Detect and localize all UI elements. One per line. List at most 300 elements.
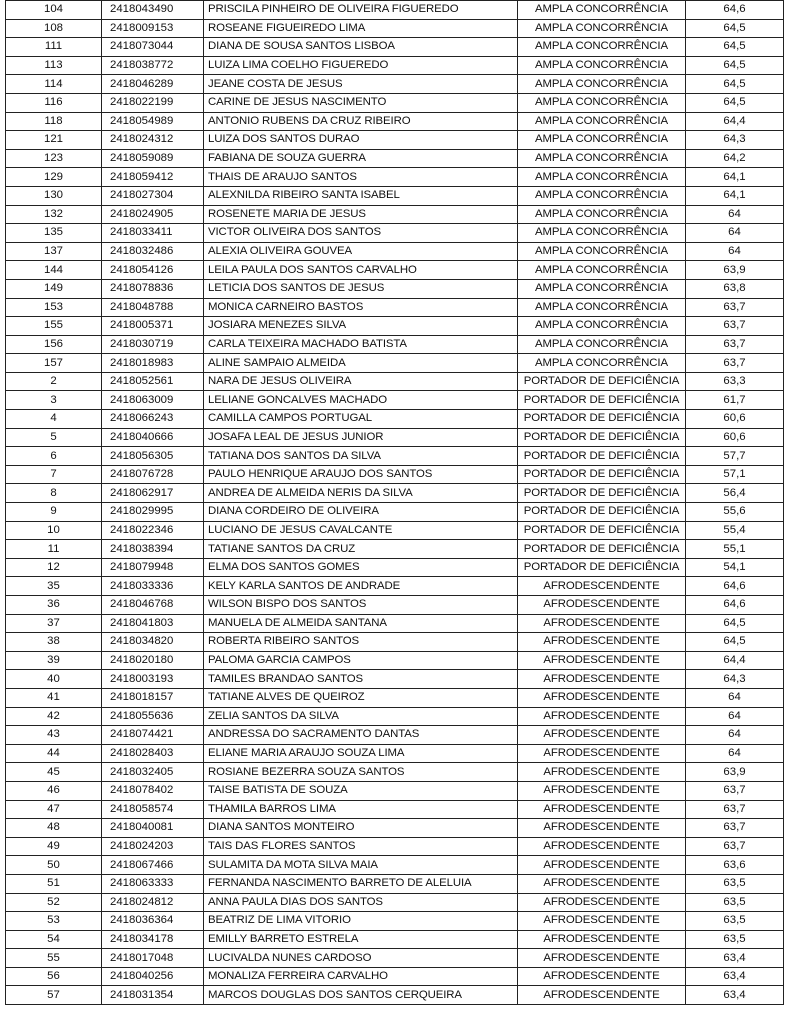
score-cell: 63,7 — [686, 298, 784, 317]
registration-cell: 2418033336 — [102, 577, 204, 596]
position-cell: 8 — [6, 484, 102, 503]
candidate-name-cell: ELIANE MARIA ARAUJO SOUZA LIMA — [204, 744, 518, 763]
table-row — [6, 168, 784, 187]
candidate-name-cell: ROSEANE FIGUEIREDO LIMA — [204, 19, 518, 38]
category-cell: AFRODESCENDENTE — [518, 763, 686, 782]
registration-cell: 2418078402 — [102, 781, 204, 800]
category-cell: AFRODESCENDENTE — [518, 633, 686, 652]
candidate-name-cell: DIANA DE SOUSA SANTOS LISBOA — [204, 38, 518, 57]
registration-cell: 2418058574 — [102, 800, 204, 819]
position-cell: 11 — [6, 540, 102, 559]
position-cell: 10 — [6, 521, 102, 540]
score-cell: 63,7 — [686, 354, 784, 373]
candidate-name-cell: ALEXIA OLIVEIRA GOUVEA — [204, 242, 518, 261]
table-row — [6, 391, 784, 410]
score-cell: 55,4 — [686, 521, 784, 540]
position-cell: 36 — [6, 596, 102, 615]
registration-cell: 2418062917 — [102, 484, 204, 503]
position-cell: 7 — [6, 465, 102, 484]
table-row — [6, 800, 784, 819]
position-cell: 123 — [6, 149, 102, 168]
score-cell: 63,9 — [686, 261, 784, 280]
position-cell: 153 — [6, 298, 102, 317]
score-cell: 64 — [686, 688, 784, 707]
registration-cell: 2418048788 — [102, 298, 204, 317]
score-cell: 64,3 — [686, 670, 784, 689]
score-cell: 64,4 — [686, 651, 784, 670]
position-cell: 53 — [6, 912, 102, 931]
position-cell: 44 — [6, 744, 102, 763]
table-row — [6, 19, 784, 38]
position-cell: 37 — [6, 614, 102, 633]
category-cell: AMPLA CONCORRÊNCIA — [518, 186, 686, 205]
category-cell: AFRODESCENDENTE — [518, 670, 686, 689]
table-row — [6, 633, 784, 652]
category-cell: AMPLA CONCORRÊNCIA — [518, 261, 686, 280]
score-cell: 64,5 — [686, 75, 784, 94]
table-row — [6, 707, 784, 726]
position-cell: 144 — [6, 261, 102, 280]
position-cell: 45 — [6, 763, 102, 782]
table-row — [6, 986, 784, 1005]
candidate-name-cell: PALOMA GARCIA CAMPOS — [204, 651, 518, 670]
table-row — [6, 837, 784, 856]
position-cell: 116 — [6, 93, 102, 112]
registration-cell: 2418040256 — [102, 967, 204, 986]
registration-cell: 2418059089 — [102, 149, 204, 168]
position-cell: 49 — [6, 837, 102, 856]
candidate-name-cell: ZELIA SANTOS DA SILVA — [204, 707, 518, 726]
position-cell: 56 — [6, 967, 102, 986]
table-row — [6, 540, 784, 559]
table-row — [6, 874, 784, 893]
position-cell: 5 — [6, 428, 102, 447]
table-row — [6, 596, 784, 615]
position-cell: 42 — [6, 707, 102, 726]
score-cell: 64 — [686, 242, 784, 261]
registration-cell: 2418038394 — [102, 540, 204, 559]
candidate-name-cell: LUIZA DOS SANTOS DURAO — [204, 131, 518, 150]
category-cell: PORTADOR DE DEFICIÊNCIA — [518, 428, 686, 447]
category-cell: AFRODESCENDENTE — [518, 949, 686, 968]
score-cell: 64 — [686, 707, 784, 726]
candidate-name-cell: LETICIA DOS SANTOS DE JESUS — [204, 279, 518, 298]
category-cell: PORTADOR DE DEFICIÊNCIA — [518, 465, 686, 484]
category-cell: PORTADOR DE DEFICIÊNCIA — [518, 410, 686, 429]
score-cell: 64,2 — [686, 149, 784, 168]
candidate-name-cell: ROBERTA RIBEIRO SANTOS — [204, 633, 518, 652]
position-cell: 6 — [6, 447, 102, 466]
table-row — [6, 1, 784, 20]
registration-cell: 2418046289 — [102, 75, 204, 94]
candidate-name-cell: ANNA PAULA DIAS DOS SANTOS — [204, 893, 518, 912]
score-cell: 64,5 — [686, 56, 784, 75]
table-row — [6, 670, 784, 689]
table-row — [6, 484, 784, 503]
score-cell: 63,4 — [686, 949, 784, 968]
position-cell: 55 — [6, 949, 102, 968]
position-cell: 129 — [6, 168, 102, 187]
category-cell: AMPLA CONCORRÊNCIA — [518, 279, 686, 298]
score-cell: 63,7 — [686, 800, 784, 819]
table-row — [6, 38, 784, 57]
candidate-name-cell: ROSENETE MARIA DE JESUS — [204, 205, 518, 224]
table-row — [6, 131, 784, 150]
registration-cell: 2418066243 — [102, 410, 204, 429]
position-cell: 51 — [6, 874, 102, 893]
score-cell: 64,5 — [686, 93, 784, 112]
score-cell: 64 — [686, 224, 784, 243]
position-cell: 156 — [6, 335, 102, 354]
registration-cell: 2418043490 — [102, 1, 204, 20]
category-cell: AMPLA CONCORRÊNCIA — [518, 56, 686, 75]
score-cell: 63,7 — [686, 819, 784, 838]
candidate-name-cell: LUCIANO DE JESUS CAVALCANTE — [204, 521, 518, 540]
candidate-name-cell: JOSAFA LEAL DE JESUS JUNIOR — [204, 428, 518, 447]
position-cell: 111 — [6, 38, 102, 57]
table-row — [6, 317, 784, 336]
position-cell: 130 — [6, 186, 102, 205]
category-cell: AMPLA CONCORRÊNCIA — [518, 168, 686, 187]
candidate-name-cell: DIANA SANTOS MONTEIRO — [204, 819, 518, 838]
position-cell: 9 — [6, 503, 102, 522]
score-cell: 63,3 — [686, 372, 784, 391]
position-cell: 155 — [6, 317, 102, 336]
table-row — [6, 856, 784, 875]
candidate-name-cell: CAMILLA CAMPOS PORTUGAL — [204, 410, 518, 429]
table-row — [6, 465, 784, 484]
registration-cell: 2418032486 — [102, 242, 204, 261]
candidate-name-cell: ALINE SAMPAIO ALMEIDA — [204, 354, 518, 373]
candidate-name-cell: MARCOS DOUGLAS DOS SANTOS CERQUEIRA — [204, 986, 518, 1005]
candidate-name-cell: KELY KARLA SANTOS DE ANDRADE — [204, 577, 518, 596]
score-cell: 63,5 — [686, 912, 784, 931]
candidate-name-cell: TATIANE ALVES DE QUEIROZ — [204, 688, 518, 707]
category-cell: AFRODESCENDENTE — [518, 577, 686, 596]
registration-cell: 2418074421 — [102, 726, 204, 745]
registration-cell: 2418054989 — [102, 112, 204, 131]
registration-cell: 2418018157 — [102, 688, 204, 707]
score-cell: 63,6 — [686, 856, 784, 875]
registration-cell: 2418034820 — [102, 633, 204, 652]
candidate-name-cell: FERNANDA NASCIMENTO BARRETO DE ALELUIA — [204, 874, 518, 893]
category-cell: PORTADOR DE DEFICIÊNCIA — [518, 372, 686, 391]
candidate-name-cell: ALEXNILDA RIBEIRO SANTA ISABEL — [204, 186, 518, 205]
candidate-name-cell: TAIS DAS FLORES SANTOS — [204, 837, 518, 856]
candidate-name-cell: LUIZA LIMA COELHO FIGUEREDO — [204, 56, 518, 75]
score-cell: 63,8 — [686, 279, 784, 298]
category-cell: AMPLA CONCORRÊNCIA — [518, 335, 686, 354]
category-cell: AFRODESCENDENTE — [518, 837, 686, 856]
category-cell: AMPLA CONCORRÊNCIA — [518, 298, 686, 317]
score-cell: 64 — [686, 726, 784, 745]
position-cell: 47 — [6, 800, 102, 819]
registration-cell: 2418022199 — [102, 93, 204, 112]
table-row — [6, 949, 784, 968]
score-cell: 64,5 — [686, 19, 784, 38]
category-cell: PORTADOR DE DEFICIÊNCIA — [518, 503, 686, 522]
results-table — [5, 0, 784, 1005]
category-cell: AFRODESCENDENTE — [518, 819, 686, 838]
registration-cell: 2418078836 — [102, 279, 204, 298]
score-cell: 64,3 — [686, 131, 784, 150]
registration-cell: 2418036364 — [102, 912, 204, 931]
registration-cell: 2418046768 — [102, 596, 204, 615]
score-cell: 64,5 — [686, 633, 784, 652]
table-row — [6, 521, 784, 540]
position-cell: 108 — [6, 19, 102, 38]
registration-cell: 2418054126 — [102, 261, 204, 280]
candidate-name-cell: LELIANE GONCALVES MACHADO — [204, 391, 518, 410]
table-row — [6, 893, 784, 912]
score-cell: 63,7 — [686, 781, 784, 800]
position-cell: 132 — [6, 205, 102, 224]
position-cell: 149 — [6, 279, 102, 298]
table-row — [6, 112, 784, 131]
candidate-name-cell: TATIANE SANTOS DA CRUZ — [204, 540, 518, 559]
table-row — [6, 298, 784, 317]
score-cell: 55,6 — [686, 503, 784, 522]
position-cell: 46 — [6, 781, 102, 800]
table-row — [6, 651, 784, 670]
score-cell: 63,7 — [686, 837, 784, 856]
registration-cell: 2418028403 — [102, 744, 204, 763]
registration-cell: 2418005371 — [102, 317, 204, 336]
candidate-name-cell: JEANE COSTA DE JESUS — [204, 75, 518, 94]
candidate-name-cell: TATIANA DOS SANTOS DA SILVA — [204, 447, 518, 466]
score-cell: 64,4 — [686, 112, 784, 131]
score-cell: 63,7 — [686, 317, 784, 336]
candidate-name-cell: PRISCILA PINHEIRO DE OLIVEIRA FIGUEREDO — [204, 1, 518, 20]
score-cell: 64 — [686, 205, 784, 224]
position-cell: 52 — [6, 893, 102, 912]
score-cell: 57,7 — [686, 447, 784, 466]
table-row — [6, 428, 784, 447]
table-row — [6, 279, 784, 298]
table-row — [6, 744, 784, 763]
registration-cell: 2418027304 — [102, 186, 204, 205]
category-cell: AMPLA CONCORRÊNCIA — [518, 224, 686, 243]
category-cell: AFRODESCENDENTE — [518, 726, 686, 745]
registration-cell: 2418022346 — [102, 521, 204, 540]
category-cell: AFRODESCENDENTE — [518, 651, 686, 670]
registration-cell: 2418029995 — [102, 503, 204, 522]
table-row — [6, 558, 784, 577]
position-cell: 40 — [6, 670, 102, 689]
table-row — [6, 781, 784, 800]
category-cell: AFRODESCENDENTE — [518, 893, 686, 912]
category-cell: AFRODESCENDENTE — [518, 688, 686, 707]
candidate-name-cell: DIANA CORDEIRO DE OLIVEIRA — [204, 503, 518, 522]
position-cell: 113 — [6, 56, 102, 75]
candidate-name-cell: LEILA PAULA DOS SANTOS CARVALHO — [204, 261, 518, 280]
position-cell: 157 — [6, 354, 102, 373]
position-cell: 135 — [6, 224, 102, 243]
category-cell: AFRODESCENDENTE — [518, 874, 686, 893]
registration-cell: 2418063009 — [102, 391, 204, 410]
category-cell: AMPLA CONCORRÊNCIA — [518, 317, 686, 336]
position-cell: 38 — [6, 633, 102, 652]
position-cell: 104 — [6, 1, 102, 20]
candidate-name-cell: SULAMITA DA MOTA SILVA MAIA — [204, 856, 518, 875]
registration-cell: 2418018983 — [102, 354, 204, 373]
table-row — [6, 614, 784, 633]
registration-cell: 2418040666 — [102, 428, 204, 447]
registration-cell: 2418079948 — [102, 558, 204, 577]
score-cell: 64,5 — [686, 38, 784, 57]
registration-cell: 2418076728 — [102, 465, 204, 484]
registration-cell: 2418032405 — [102, 763, 204, 782]
score-cell: 54,1 — [686, 558, 784, 577]
registration-cell: 2418031354 — [102, 986, 204, 1005]
table-row — [6, 763, 784, 782]
score-cell: 60,6 — [686, 428, 784, 447]
position-cell: 35 — [6, 577, 102, 596]
position-cell: 2 — [6, 372, 102, 391]
score-cell: 64,5 — [686, 614, 784, 633]
registration-cell: 2418041803 — [102, 614, 204, 633]
registration-cell: 2418059412 — [102, 168, 204, 187]
category-cell: AMPLA CONCORRÊNCIA — [518, 149, 686, 168]
position-cell: 3 — [6, 391, 102, 410]
registration-cell: 2418009153 — [102, 19, 204, 38]
score-cell: 64,6 — [686, 577, 784, 596]
category-cell: PORTADOR DE DEFICIÊNCIA — [518, 540, 686, 559]
position-cell: 48 — [6, 819, 102, 838]
registration-cell: 2418063333 — [102, 874, 204, 893]
category-cell: AMPLA CONCORRÊNCIA — [518, 1, 686, 20]
position-cell: 50 — [6, 856, 102, 875]
table-row — [6, 261, 784, 280]
category-cell: AFRODESCENDENTE — [518, 614, 686, 633]
score-cell: 64 — [686, 744, 784, 763]
category-cell: AMPLA CONCORRÊNCIA — [518, 131, 686, 150]
registration-cell: 2418030719 — [102, 335, 204, 354]
registration-cell: 2418038772 — [102, 56, 204, 75]
category-cell: AMPLA CONCORRÊNCIA — [518, 93, 686, 112]
table-row — [6, 819, 784, 838]
candidate-name-cell: JOSIARA MENEZES SILVA — [204, 317, 518, 336]
score-cell: 55,1 — [686, 540, 784, 559]
category-cell: AFRODESCENDENTE — [518, 744, 686, 763]
score-cell: 60,6 — [686, 410, 784, 429]
candidate-name-cell: LUCIVALDA NUNES CARDOSO — [204, 949, 518, 968]
category-cell: AMPLA CONCORRÊNCIA — [518, 242, 686, 261]
candidate-name-cell: ANDREA DE ALMEIDA NERIS DA SILVA — [204, 484, 518, 503]
candidate-name-cell: ANTONIO RUBENS DA CRUZ RIBEIRO — [204, 112, 518, 131]
table-row — [6, 577, 784, 596]
table-row — [6, 242, 784, 261]
table-row — [6, 503, 784, 522]
candidate-name-cell: BEATRIZ DE LIMA VITORIO — [204, 912, 518, 931]
candidate-name-cell: THAMILA BARROS LIMA — [204, 800, 518, 819]
candidate-name-cell: PAULO HENRIQUE ARAUJO DOS SANTOS — [204, 465, 518, 484]
category-cell: PORTADOR DE DEFICIÊNCIA — [518, 558, 686, 577]
table-row — [6, 205, 784, 224]
category-cell: AFRODESCENDENTE — [518, 800, 686, 819]
candidate-name-cell: TAMILES BRANDAO SANTOS — [204, 670, 518, 689]
score-cell: 64,1 — [686, 168, 784, 187]
candidate-name-cell: MONALIZA FERREIRA CARVALHO — [204, 967, 518, 986]
table-row — [6, 967, 784, 986]
candidate-name-cell: FABIANA DE SOUZA GUERRA — [204, 149, 518, 168]
table-row — [6, 224, 784, 243]
score-cell: 57,1 — [686, 465, 784, 484]
category-cell: AFRODESCENDENTE — [518, 781, 686, 800]
table-row — [6, 447, 784, 466]
registration-cell: 2418024203 — [102, 837, 204, 856]
candidate-name-cell: WILSON BISPO DOS SANTOS — [204, 596, 518, 615]
score-cell: 63,7 — [686, 335, 784, 354]
position-cell: 57 — [6, 986, 102, 1005]
registration-cell: 2418073044 — [102, 38, 204, 57]
position-cell: 4 — [6, 410, 102, 429]
registration-cell: 2418056305 — [102, 447, 204, 466]
candidate-name-cell: CARLA TEIXEIRA MACHADO BATISTA — [204, 335, 518, 354]
candidate-name-cell: VICTOR OLIVEIRA DOS SANTOS — [204, 224, 518, 243]
table-row — [6, 149, 784, 168]
category-cell: AFRODESCENDENTE — [518, 930, 686, 949]
position-cell: 114 — [6, 75, 102, 94]
table-row — [6, 912, 784, 931]
category-cell: AFRODESCENDENTE — [518, 707, 686, 726]
score-cell: 63,9 — [686, 763, 784, 782]
position-cell: 118 — [6, 112, 102, 131]
registration-cell: 2418055636 — [102, 707, 204, 726]
table-row — [6, 93, 784, 112]
position-cell: 43 — [6, 726, 102, 745]
category-cell: AMPLA CONCORRÊNCIA — [518, 205, 686, 224]
registration-cell: 2418033411 — [102, 224, 204, 243]
score-cell: 64,6 — [686, 596, 784, 615]
category-cell: AFRODESCENDENTE — [518, 967, 686, 986]
candidate-name-cell: MONICA CARNEIRO BASTOS — [204, 298, 518, 317]
table-row — [6, 930, 784, 949]
registration-cell: 2418052561 — [102, 372, 204, 391]
position-cell: 121 — [6, 131, 102, 150]
registration-cell: 2418034178 — [102, 930, 204, 949]
registration-cell: 2418017048 — [102, 949, 204, 968]
table-row — [6, 410, 784, 429]
table-row — [6, 688, 784, 707]
registration-cell: 2418024312 — [102, 131, 204, 150]
candidate-name-cell: ROSIANE BEZERRA SOUZA SANTOS — [204, 763, 518, 782]
position-cell: 39 — [6, 651, 102, 670]
category-cell: PORTADOR DE DEFICIÊNCIA — [518, 521, 686, 540]
score-cell: 64,1 — [686, 186, 784, 205]
candidate-name-cell: MANUELA DE ALMEIDA SANTANA — [204, 614, 518, 633]
category-cell: AMPLA CONCORRÊNCIA — [518, 19, 686, 38]
category-cell: AFRODESCENDENTE — [518, 986, 686, 1005]
candidate-name-cell: NARA DE JESUS OLIVEIRA — [204, 372, 518, 391]
score-cell: 63,4 — [686, 967, 784, 986]
candidate-name-cell: CARINE DE JESUS NASCIMENTO — [204, 93, 518, 112]
score-cell: 61,7 — [686, 391, 784, 410]
score-cell: 56,4 — [686, 484, 784, 503]
candidate-name-cell: ANDRESSA DO SACRAMENTO DANTAS — [204, 726, 518, 745]
table-row — [6, 354, 784, 373]
category-cell: AMPLA CONCORRÊNCIA — [518, 354, 686, 373]
registration-cell: 2418067466 — [102, 856, 204, 875]
position-cell: 41 — [6, 688, 102, 707]
table-row — [6, 726, 784, 745]
position-cell: 54 — [6, 930, 102, 949]
category-cell: AMPLA CONCORRÊNCIA — [518, 75, 686, 94]
score-cell: 63,5 — [686, 930, 784, 949]
category-cell: AMPLA CONCORRÊNCIA — [518, 38, 686, 57]
candidate-name-cell: TAISE BATISTA DE SOUZA — [204, 781, 518, 800]
score-cell: 63,5 — [686, 893, 784, 912]
